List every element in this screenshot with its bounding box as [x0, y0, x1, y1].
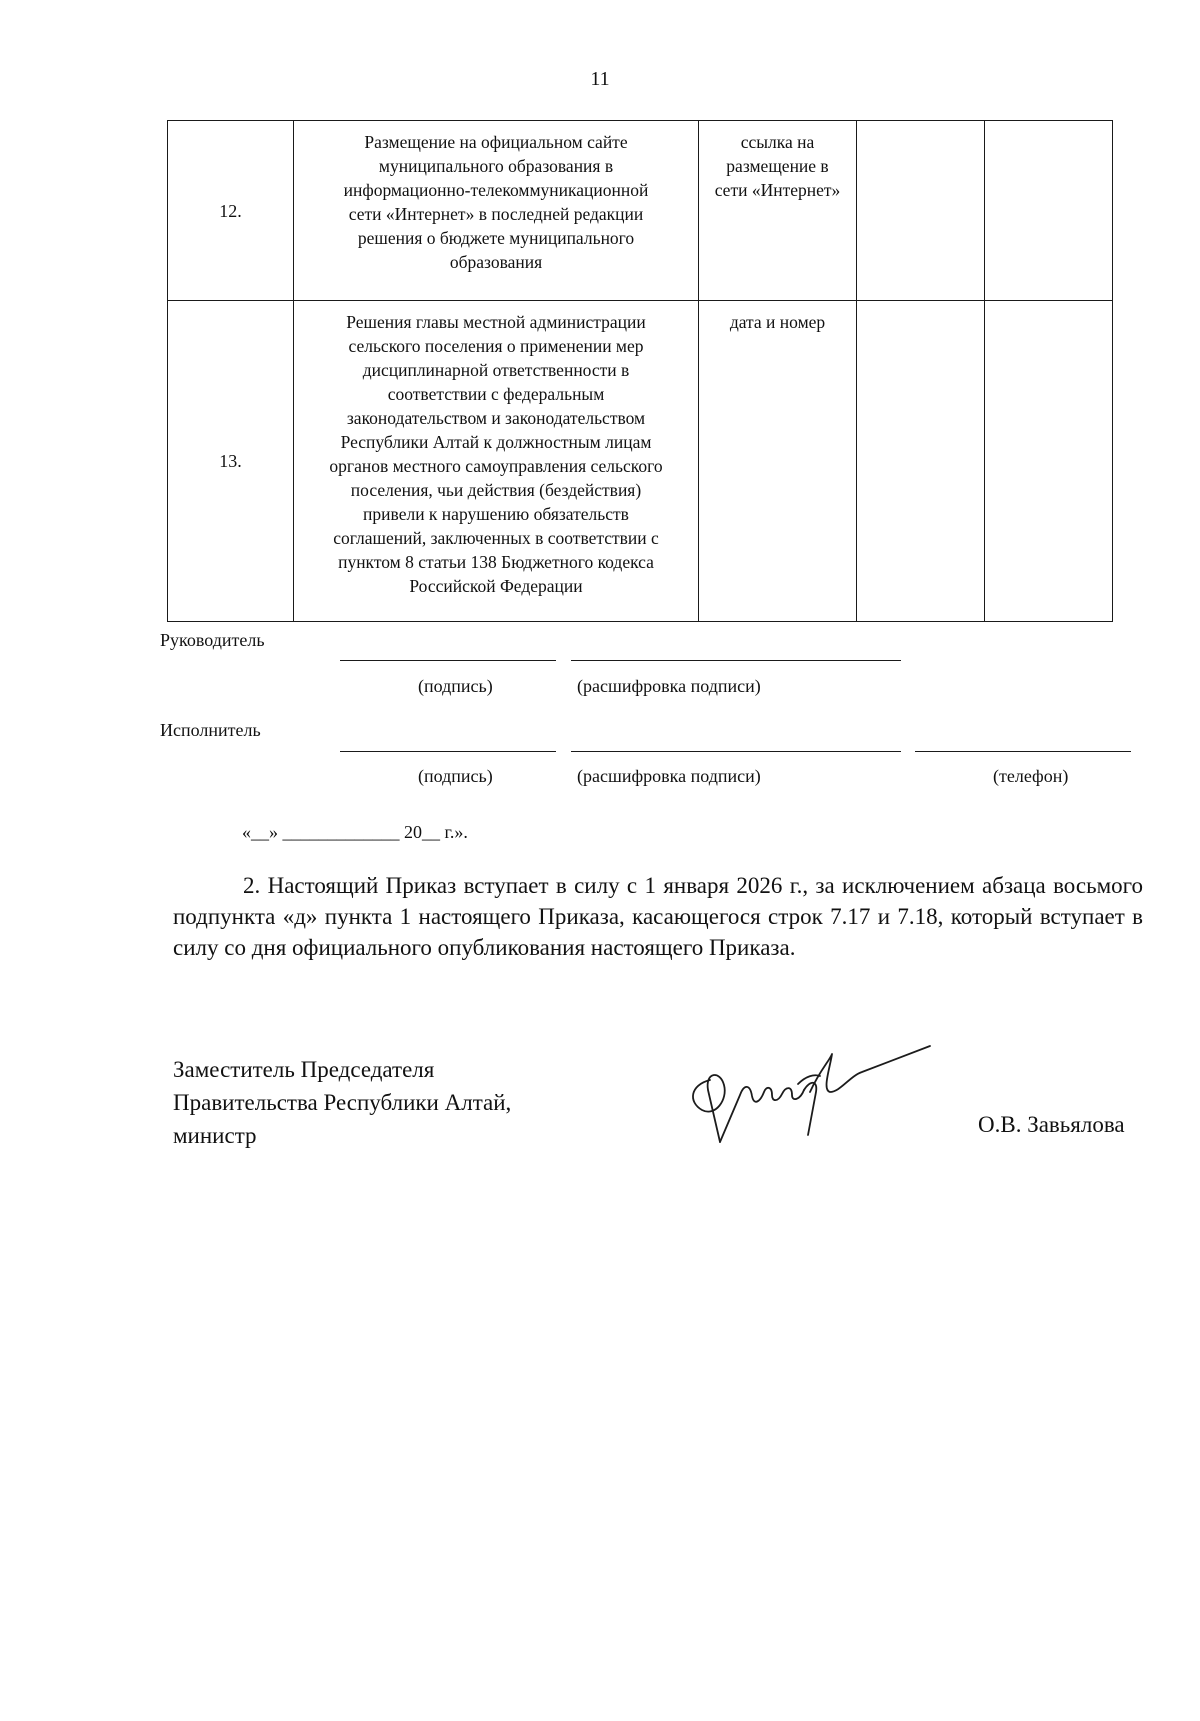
description-line: пунктом 8 статьи 138 Бюджетного кодекса	[338, 552, 654, 572]
signer-position-line: Правительства Республики Алтай,	[173, 1090, 512, 1115]
row-format	[699, 301, 857, 622]
executor-signature-line	[340, 751, 556, 752]
description-line: Российской Федерации	[409, 576, 583, 596]
head-decoding-caption: (расшифровка подписи)	[577, 676, 761, 696]
description-line: Республики Алтай к должностным лицам	[340, 432, 652, 452]
executor-signature-caption: (подпись)	[418, 766, 493, 786]
handwritten-signature-icon	[680, 1040, 940, 1150]
description-line: законодательством и законодательством	[346, 408, 646, 428]
description-line: сети «Интернет» в последней редакции	[348, 204, 644, 224]
executor-decoding-line	[571, 751, 901, 752]
executor-phone-caption: (телефон)	[993, 766, 1069, 786]
head-signature-line	[340, 660, 556, 661]
clause-2-paragraph: 2. Настоящий Приказ вступает в силу с 1 января 2026 г., за исключением абзаца восьмого подпункта «д» пункта 1 настоящего Приказа, касающегося строк 7.17 и 7.18, который вступает в силу со дня официального опубликования настоящего Приказа.	[173, 873, 1143, 960]
row-number: 12.	[168, 121, 294, 301]
description-line: решения о бюджете муниципального	[357, 228, 635, 248]
table-row	[168, 301, 1113, 622]
executor-phone-line	[915, 751, 1131, 752]
signer-position-line: министр	[173, 1123, 257, 1148]
empty-cell	[857, 301, 985, 622]
description-line: соответствии с федеральным	[387, 384, 605, 404]
row-format	[699, 121, 857, 301]
executor-label: Исполнитель	[160, 720, 261, 740]
description-line: информационно-телекоммуникационной	[343, 180, 649, 200]
description-line: поселения, чьи действия (бездействия)	[350, 480, 642, 500]
signer-position-line: Заместитель Председателя	[173, 1057, 435, 1082]
description-line: сельского поселения о применении мер	[348, 336, 644, 356]
empty-cell	[857, 121, 985, 301]
description-line: Решения главы местной администрации	[346, 312, 646, 332]
row-number: 13.	[168, 301, 294, 622]
description-line: муниципального образования в	[378, 156, 614, 176]
row-description	[294, 121, 699, 301]
description-line: Размещение на официальном сайте	[364, 132, 628, 152]
empty-cell	[985, 301, 1113, 622]
head-label: Руководитель	[160, 630, 265, 650]
signer-name: О.В. Завьялова	[978, 1112, 1125, 1137]
format-line: размещение в	[726, 156, 829, 176]
description-line: дисциплинарной ответственности в	[362, 360, 630, 380]
description-line: органов местного самоуправления сельского	[329, 456, 663, 476]
row-description	[294, 301, 699, 622]
format-line: дата и номер	[729, 312, 826, 332]
head-decoding-line	[571, 660, 901, 661]
format-line: сети «Интернет»	[714, 180, 841, 200]
description-line: привели к нарушению обязательств	[363, 504, 629, 524]
signer-position	[173, 1053, 511, 1152]
format-line: ссылка на	[740, 132, 815, 152]
head-signature-caption: (подпись)	[418, 676, 493, 696]
executor-decoding-caption: (расшифровка подписи)	[577, 766, 761, 786]
description-line: соглашений, заключенных в соответствии с	[333, 528, 659, 548]
report-table	[167, 120, 1113, 622]
page-number: 11	[590, 68, 610, 90]
description-line: образования	[449, 252, 543, 272]
date-line: «__» _____________ 20__ г.».	[242, 822, 468, 842]
empty-cell	[985, 121, 1113, 301]
table-row	[168, 121, 1113, 301]
